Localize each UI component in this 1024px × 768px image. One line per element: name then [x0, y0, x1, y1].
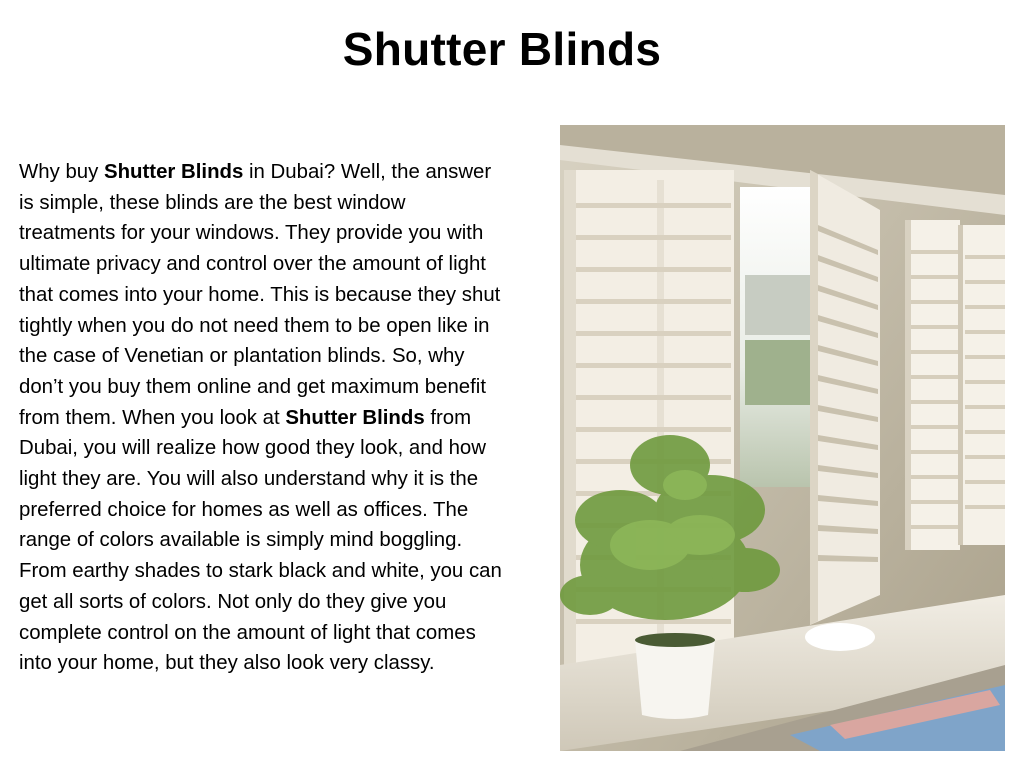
folded-towel	[805, 623, 875, 651]
paragraph-run: in Dubai? Well, the answer is simple, these blinds are the best window treatments for your windows. They provide you with ultimate privacy and control over the amount of light that comes into your home. This is because they shut tightly when you do not need them to be open like in the case of Venetian or plantation blinds. So, why don’t you buy them online and get maximum benefit from them. When you look at	[19, 161, 501, 429]
slide-title: Shutter Blinds	[342, 23, 662, 75]
paragraph-run-bold: Shutter Blinds	[285, 406, 425, 429]
shutter-window-illustration	[560, 125, 1005, 751]
neighbor-roof	[745, 275, 810, 335]
plant-pot	[635, 640, 715, 719]
paragraph-run: Why buy	[19, 161, 104, 183]
paragraph-run: from Dubai, you will realize how good they look, and how light they are. You will also understand why it is the preferred choice for homes as well as offices. The range of colors available is simply mind boggling. From earthy shades to stark black and white, you can get all sorts of colors. Not only do they give you complete control on the amount of light that comes into your home, but they also look very classy.	[19, 406, 502, 675]
outside-hedge	[745, 340, 810, 405]
shutter-window-photo	[560, 125, 1005, 751]
right-shutters	[905, 220, 1005, 550]
window-opening	[740, 187, 815, 487]
paragraph-run-bold: Shutter Blinds	[104, 161, 244, 183]
body-paragraph	[19, 157, 507, 679]
open-shutter	[810, 170, 880, 625]
